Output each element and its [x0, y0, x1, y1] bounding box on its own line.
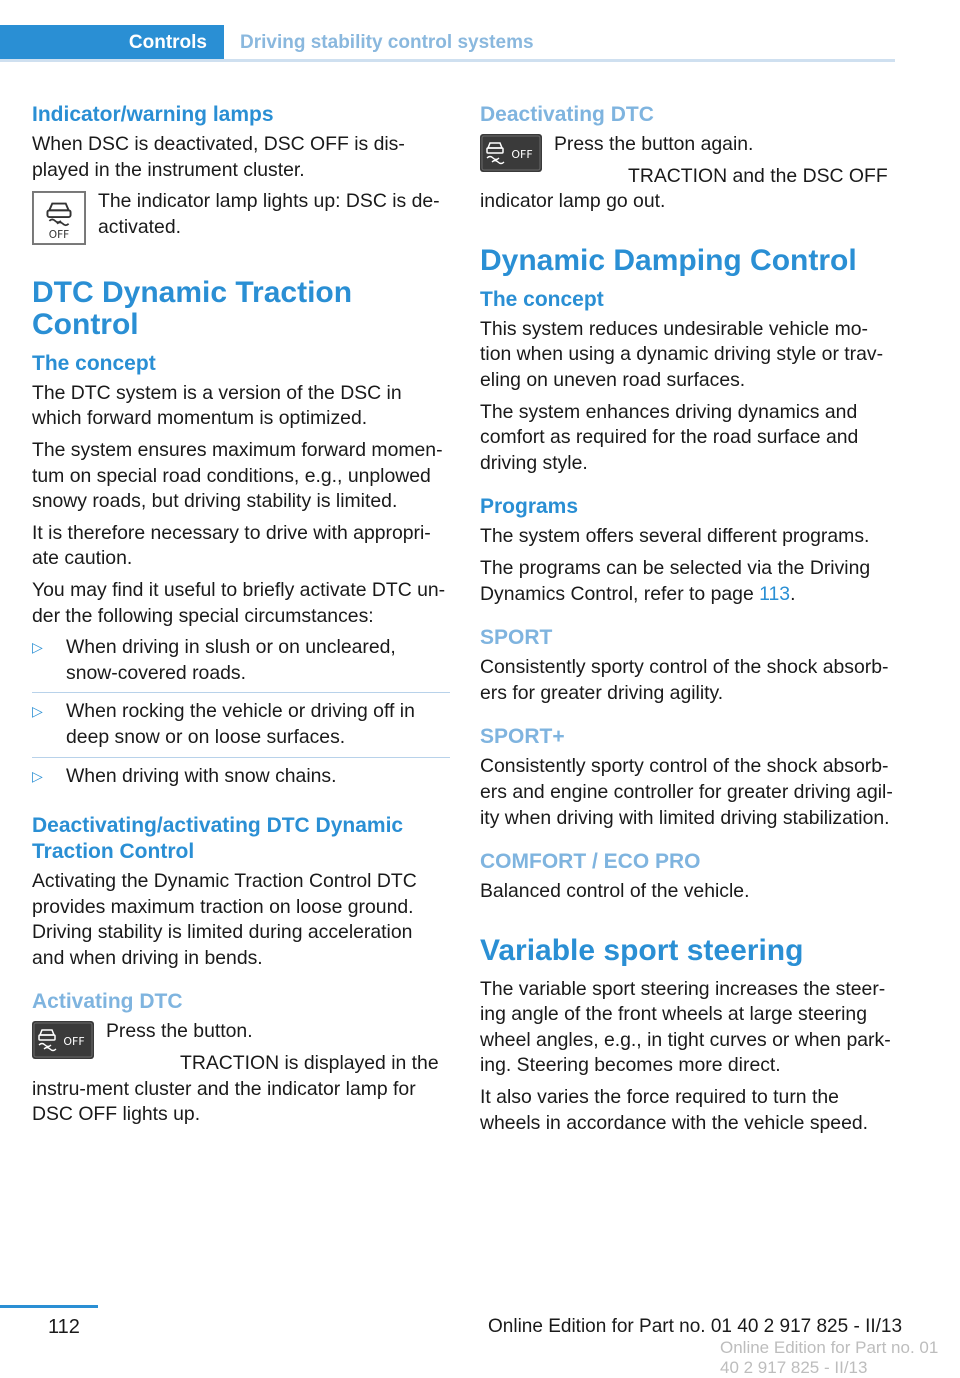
sport-text: Consistently sporty control of the shock absorb-ers for greater driving agility.: [480, 656, 889, 704]
comfort-text: Balanced control of the vehicle.: [480, 880, 750, 903]
deactivating-dtc-heading: Deactivating DTC: [480, 103, 654, 126]
dtc-concept-p2: The system ensures maximum forward momen-tum on special road conditions, e.g., unplowed snowy roads, but driving stability is limited.: [32, 438, 443, 513]
left-column: [32, 102, 450, 1134]
sportplus-text: Consistently sporty control of the shock absorb-ers and engine controller for greater driving agil-ity when driving with limited driving stabilization.: [480, 755, 893, 829]
watermark: Online Edition for Part no. 01 40 2 917 825 - II/13: [720, 1338, 939, 1377]
programs-p2: The programs can be selected via the Driving Dynamics Control, refer to page 113.: [480, 556, 871, 605]
right-column: [480, 102, 898, 1142]
bullet-triangle-icon: ▷: [32, 703, 43, 720]
vss-p1: The variable sport steering increases the steer-ing angle of the front wheels at large steering wheel angles, e.g., in tight curves or when park-ing. Steering becomes more direct.: [480, 977, 891, 1077]
programs-heading: Programs: [480, 495, 579, 519]
dtc-heading: DTC Dynamic Traction Control: [32, 275, 353, 341]
list-item: ▷ When driving with snow chains.: [32, 764, 450, 796]
lamp-row: [32, 189, 450, 253]
list-item: ▷ When driving in slush or on uncleared, snow-covered roads.: [32, 635, 450, 693]
activate-row: [32, 1019, 450, 1127]
svg-text:OFF: OFF: [511, 148, 533, 161]
edition-text: Online Edition for Part no. 01 40 2 917 825 - II/13: [488, 1316, 903, 1337]
activate-text: TRACTION is displayed in the instru-ment cluster and the indicator lamp for DSC OFF lights up.: [32, 1052, 439, 1126]
sportplus-heading: SPORT+: [480, 725, 565, 749]
ddc-concept-heading: The concept: [480, 287, 604, 311]
deactivate-text: TRACTION and the DSC OFF indicator lamp go out.: [480, 164, 888, 213]
deact-act-heading: Deactivating/activating DTC Dynamic Traction Control: [32, 814, 404, 864]
dtc-bullet-list: [32, 635, 450, 795]
list-item: ▷ When rocking the vehicle or driving off in deep snow or on loose surfaces.: [32, 699, 450, 757]
dsc-off-lamp-icon: [32, 191, 86, 253]
indicator-heading: Indicator/warning lamps: [32, 103, 274, 126]
vss-heading: Variable sport steering: [480, 933, 804, 967]
deactivate-press-text: Press the button again.: [554, 133, 754, 155]
chapter-tab[interactable]: Controls: [0, 25, 224, 61]
lamp-text: The indicator lamp lights up: DSC is de-activated.: [98, 190, 440, 238]
header-rule: [0, 59, 895, 62]
sport-heading: SPORT: [480, 626, 553, 650]
ddc-concept-p2: The system enhances driving dynamics and comfort as required for the road surface and driving style.: [480, 400, 859, 474]
page-link[interactable]: 113: [759, 582, 791, 605]
section-title[interactable]: Driving stability control systems: [240, 32, 534, 53]
dtc-concept-p3: It is therefore necessary to drive with appropri-ate caution.: [32, 521, 431, 570]
page-number: 112: [48, 1316, 80, 1338]
dtc-concept-p4: You may find it useful to briefly activate DTC un-der the following special circumstances:: [32, 578, 446, 627]
comfort-heading: COMFORT / ECO PRO: [480, 850, 701, 874]
dsc-off-button-icon: [480, 134, 542, 180]
programs-p1: The system offers several different programs.: [480, 525, 870, 548]
svg-text:OFF: OFF: [63, 1035, 85, 1049]
dtc-concept-p1: The DTC system is a version of the DSC in which forward momentum is optimized.: [32, 381, 402, 430]
bullet-triangle-icon: ▷: [32, 639, 43, 656]
vss-p2: It also varies the force required to turn the wheels in accordance with the vehicle speed.: [480, 1086, 869, 1134]
svg-text:OFF: OFF: [48, 229, 70, 242]
footer-rule: [0, 1305, 98, 1308]
ddc-concept-p1: This system reduces undesirable vehicle mo-tion when using a dynamic driving style or trav-eling on uneven road surfaces.: [480, 317, 884, 391]
activate-press-text: Press the button.: [106, 1020, 253, 1043]
indicator-text: When DSC is deactivated, DSC OFF is dis-played in the instrument cluster.: [32, 133, 405, 181]
bullet-triangle-icon: ▷: [32, 767, 43, 784]
deact-act-text: Activating the Dynamic Traction Control DTC provides maximum traction on loose ground. Driving stability is limited during acceleration and when driving in bends.: [32, 870, 417, 969]
dtc-concept-heading: The concept: [32, 351, 156, 375]
page-header: [0, 25, 895, 62]
activating-dtc-heading: Activating DTC: [32, 990, 183, 1014]
ddc-heading: Dynamic Damping Control: [480, 243, 857, 277]
deactivate-row: [480, 132, 898, 215]
dsc-off-button-icon: [32, 1021, 94, 1067]
